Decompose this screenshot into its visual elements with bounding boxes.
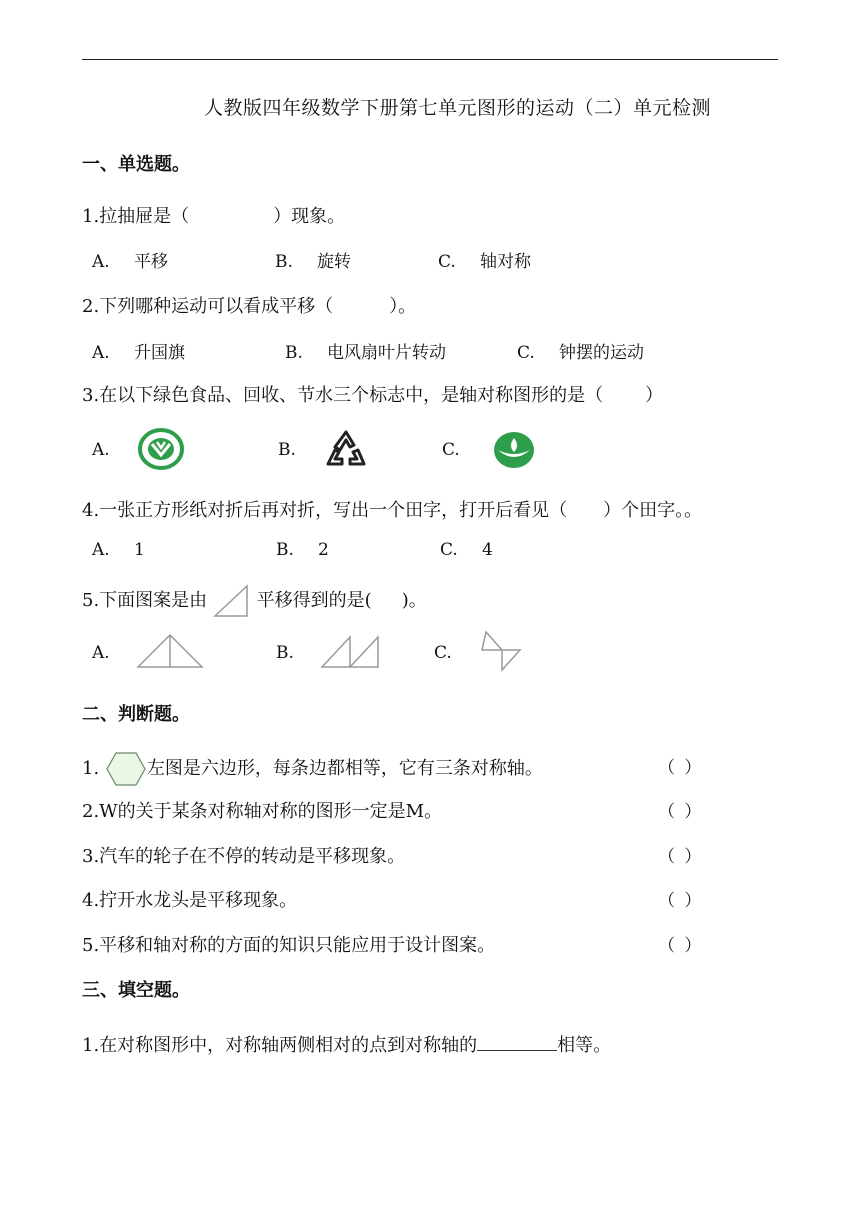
- section-heading-fill: 三、填空题。: [82, 980, 190, 1001]
- judge-question-2: 2.W的关于某条对称轴对称的图形一定是M。: [82, 801, 443, 822]
- section-heading-choice: 一、单选题。: [82, 154, 190, 175]
- choice-question-5: [82, 584, 427, 618]
- question-text-end: ）个田字。。: [603, 500, 703, 521]
- water-saving-logo-icon: [492, 430, 536, 470]
- choice-option-c[interactable]: C. 轴对称: [438, 252, 531, 272]
- question-text-mid: 平移得到的是(: [256, 590, 372, 611]
- choice-question-4: [82, 496, 702, 522]
- recycle-logo-icon: [324, 428, 368, 470]
- option-c-triangles-figure: [478, 628, 524, 674]
- question-text-end: ）: [645, 385, 664, 406]
- question-text: 5.下面图案是由: [82, 590, 208, 611]
- answer-parentheses[interactable]: （ ）: [658, 891, 704, 911]
- answer-parentheses[interactable]: （ ）: [658, 936, 704, 956]
- question-text: 3.在以下绿色食品、回收、节水三个标志中，是轴对称图形的是（: [82, 385, 604, 406]
- choice-option-a[interactable]: A. 1: [92, 540, 145, 560]
- question-text-end: )。: [401, 590, 427, 611]
- fill-question-1: 1.在对称图形中，对称轴两侧相对的点到对称轴的 相等。: [82, 1035, 612, 1056]
- choice-option-b[interactable]: B.: [276, 643, 294, 663]
- choice-option-a[interactable]: A. 平移: [92, 252, 168, 272]
- question-text: 4.一张正方形纸对折后再对折，写出一个田字，打开后看见（: [82, 500, 568, 521]
- choice-option-b[interactable]: B. 旋转: [275, 252, 351, 272]
- section-heading-judge: 二、判断题。: [82, 704, 190, 725]
- green-food-logo-icon: [138, 428, 184, 470]
- choice-question-2: [82, 292, 416, 318]
- choice-option-a[interactable]: A.: [92, 440, 110, 460]
- choice-option-a[interactable]: A. 升国旗: [92, 343, 185, 363]
- choice-option-c[interactable]: C.: [442, 440, 460, 460]
- question-text-end: ）。: [389, 296, 417, 317]
- choice-option-c[interactable]: C. 4: [440, 540, 493, 560]
- choice-option-a[interactable]: A.: [92, 643, 110, 663]
- answer-parentheses[interactable]: （ ）: [658, 758, 704, 778]
- choice-option-c[interactable]: C. 钟摆的运动: [517, 343, 644, 363]
- judge-question-3: 3.汽车的轮子在不停的转动是平移现象。: [82, 846, 406, 867]
- choice-option-c[interactable]: C.: [434, 643, 452, 663]
- question-text: 1.拉抽屉是（: [82, 206, 190, 227]
- option-b-triangles-figure: [320, 632, 382, 670]
- choice-question-3: [82, 381, 663, 407]
- choice-option-b[interactable]: B.: [278, 440, 296, 460]
- judge-question-5: 5.平移和轴对称的方面的知识只能应用于设计图案。: [82, 935, 496, 956]
- judge-question-4: 4.拧开水龙头是平移现象。: [82, 890, 298, 911]
- judge-question-1: 1. 左图是六边形，每条边都相等，它有三条对称轴。: [82, 751, 543, 787]
- choice-question-1: [82, 202, 345, 228]
- hexagon-shape-icon: [105, 751, 147, 787]
- choice-option-b[interactable]: B. 2: [276, 540, 329, 560]
- page-title: 人教版四年级数学下册第七单元图形的运动（二）单元检测: [204, 97, 712, 119]
- answer-parentheses[interactable]: （ ）: [658, 802, 704, 822]
- answer-parentheses[interactable]: （ ）: [658, 847, 704, 867]
- question-text-end: ）现象。: [273, 206, 346, 227]
- header-rule: [82, 59, 778, 60]
- choice-option-b[interactable]: B. 电风扇叶片转动: [285, 343, 446, 363]
- option-a-triangles-figure: [136, 632, 204, 670]
- triangle-shape-icon: [213, 584, 251, 618]
- fill-blank[interactable]: [477, 1034, 557, 1051]
- question-text: 2.下列哪种运动可以看成平移（: [82, 296, 334, 317]
